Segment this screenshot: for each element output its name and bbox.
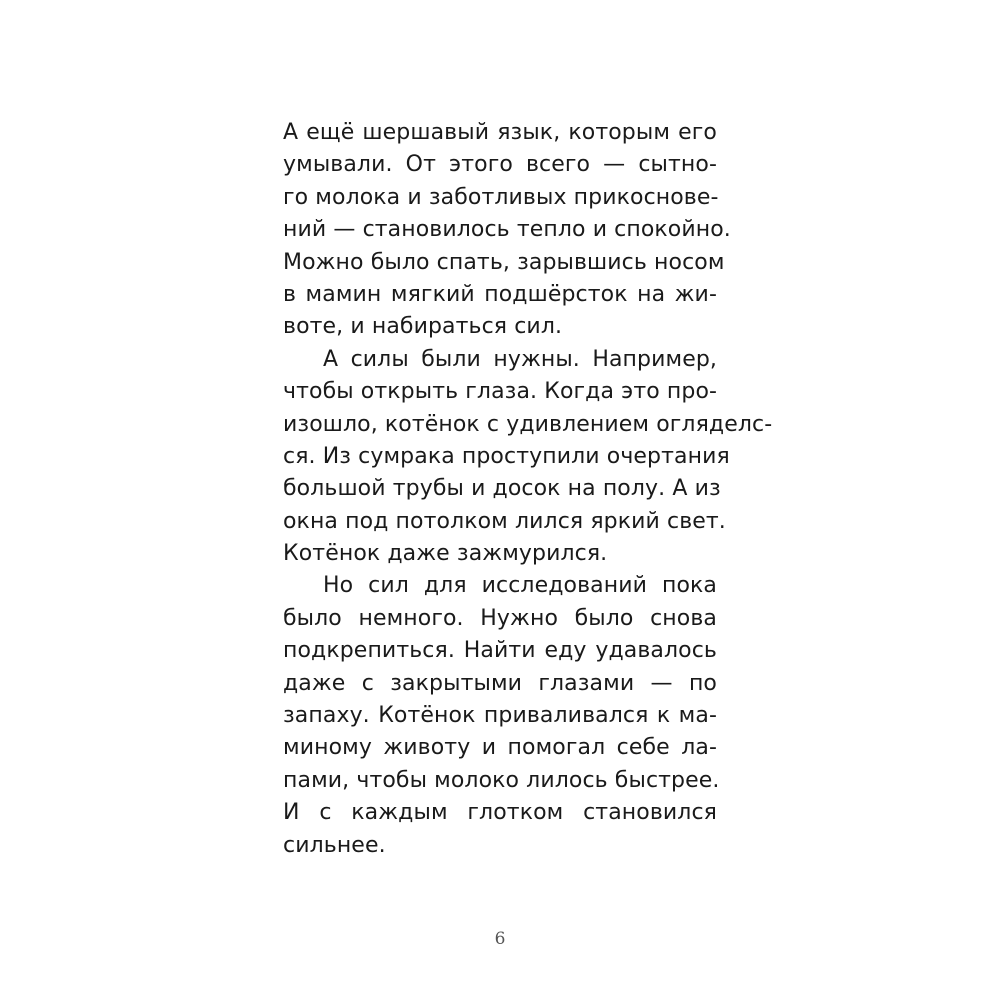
text-line: Но сил для исследований пока xyxy=(323,573,717,599)
text-line: А силы были нужны. Например, xyxy=(323,346,717,372)
text-line: И с каждым глотком становился xyxy=(283,800,717,826)
paragraph-2 xyxy=(283,344,773,571)
body-text xyxy=(283,117,773,862)
text-line: пами, чтобы молоко лилось быстрее. xyxy=(283,767,720,793)
text-line: Котёнок даже зажмурился. xyxy=(283,541,608,567)
text-line: миному животу и помогал себе ла- xyxy=(283,735,717,761)
text-line: даже с закрытыми глазами — по xyxy=(283,670,717,696)
text-line: воте, и набираться сил. xyxy=(283,314,563,340)
text-line: го молока и заботливых прикоснове- xyxy=(283,184,719,210)
text-line: А ещё шершавый язык, которым его xyxy=(283,120,717,145)
text-line: было немного. Нужно было снова xyxy=(283,605,717,631)
text-line: ся. Из сумрака проступили очертания xyxy=(283,443,730,469)
text-line: Можно было спать, зарывшись носом xyxy=(283,249,725,275)
text-line: окна под потолком лился яркий свет. xyxy=(283,508,726,534)
text-line: ний — становилось тепло и спокойно. xyxy=(283,217,731,243)
text-line: изошло, котёнок с удивлением огляделс- xyxy=(283,411,773,437)
paragraph-1 xyxy=(283,117,731,344)
text-line: запаху. Котёнок приваливался к ма- xyxy=(283,703,717,729)
text-line: чтобы открыть глаза. Когда это про- xyxy=(283,379,718,405)
text-line: умывали. От этого всего — сытно- xyxy=(283,152,717,178)
text-line: большой трубы и досок на полу. А из xyxy=(283,476,721,502)
page-number: 6 xyxy=(494,929,506,949)
text-line: подкрепиться. Найти еду удавалось xyxy=(283,638,717,664)
text-line: сильнее. xyxy=(283,832,386,858)
paragraph-3 xyxy=(283,570,720,862)
text-line: в мамин мягкий подшёрсток на жи- xyxy=(283,281,717,307)
